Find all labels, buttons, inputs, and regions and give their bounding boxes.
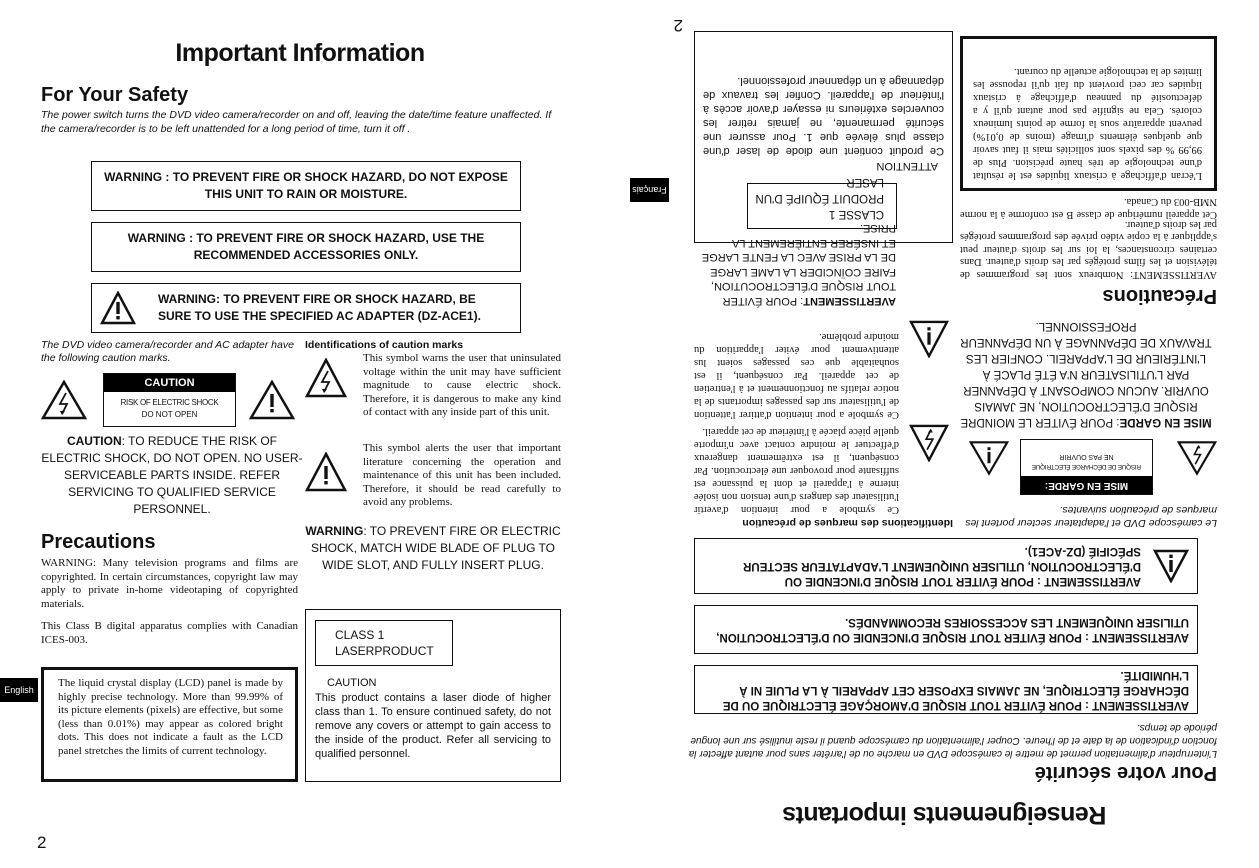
french-safety-heading: Pour votre sécurité (1034, 762, 1217, 784)
french-warning-accessories-text: AVERTISSEMENT : POUR ÉVITER TOUT RISQUE D'INCENDIE OU D'ÉLECTROCUTION, UTILISER UNIQUEMENT LES ACCESSOIRES RECOMMANDÉS. (716, 616, 1189, 644)
safety-text: The power switch turns the DVD video camera/recorder on and off, leaving the date/time feature unaffected. If the camera/recorder is to be left unattended for a long period of time, turn it off . (41, 109, 552, 135)
class1-label-line2: LASERPRODUCT (335, 644, 434, 658)
class1-label-line1: CLASS 1 (335, 628, 385, 642)
page-title: Important Information (175, 39, 425, 67)
lcd-notice-text: The liquid crystal display (LCD) panel is made by highly precise technology. More than 99.99% of its picture elements (pixels) are effective, but some (less than 0.01%) may appear as colored bright dots. This does not indicate a fault as the LCD panel stretches the limits of current technology. (58, 677, 283, 757)
plug-warning-label: WARNING (305, 524, 364, 538)
precautions-class-b-text: This Class B digital apparatus complies with Canadian ICES-003. (41, 620, 298, 646)
french-symbol-lightning-text: Ce symbole a pour intention d'avertir l'utilisateur des dangers d'une tension non isolée interne à l'appareil et dont la puissance est suffisante pour provoquer une électrocution. Par conséquent, il est extrêmement dangereux d'effectuer le moindre contact avec n'importe quelle pièce placée à l'intérieur de cet appareil. (694, 426, 899, 515)
warning-moisture-text: WARNING : TO PREVENT FIRE OR SHOCK HAZARD, DO NOT EXPOSE THIS UNIT TO RAIN OR MOISTURE. (104, 170, 508, 201)
language-tab-label: English (4, 685, 34, 695)
french-precautions-class-b-text: Cet appareil numérique de classe B est conforme à la norme NMB-003 du Canada. (960, 196, 1217, 220)
precautions-copyright-text: WARNING: Many television programs and films are copyrighted. In certain circumstances, copyright law may apply to private in-home videotaping of copyrighted materials. (41, 557, 298, 610)
page-number: 2 (37, 833, 47, 852)
lightning-symbol-icon (305, 358, 347, 398)
warning-box-moisture (91, 161, 521, 211)
french-laser-caution-text: Ce produit contient une diode de laser d'une classe plus élevée que 1. Pour assurer une sécurité permanente, ne jamais retirer les couvercles extérieurs ni essayer d'avoir accès à l'intérieur de l'appareil. Confier les travaux de dépannage à un dépanneur professionnel. (703, 75, 944, 157)
french-lightning-triangle-icon (1177, 440, 1217, 476)
symbol-lightning-text: This symbol warns the user that uninsulated voltage within the unit may have sufficient magnitude to cause electric shock. Therefore, it is dangerous to make any kind of contact with any inside part of this unit. (363, 352, 561, 418)
french-caution-label-line1: RISQUE DE DÉCHARGE ÉLECTRIQUE (1031, 463, 1142, 470)
precautions-heading: Precautions (41, 531, 156, 553)
class1-label (315, 620, 453, 666)
french-class1-label (747, 176, 897, 229)
french-class1-label-line1: CLASSE 1 (829, 208, 884, 220)
french-precautions-copyright-text: AVERTISSEMENT: Nombreux sont les programmes de télévision et les films protégés par les droits d'auteur. Dans certaines circonstances, la loi sur les droits d'auteur peut s'appliquer à la copie vidéo privée des programmes protégés par les droits d'auteur. (960, 219, 1217, 280)
caution-statement-label: CAUTION (66, 434, 122, 448)
french-warning-box-accessories (694, 605, 1198, 654)
caution-marks-intro: The DVD video camera/recorder and AC adapter have the following caution marks. (41, 339, 294, 364)
french-caution-label (1020, 439, 1153, 495)
french-warning-adapter-text: AVERTISSEMENT : POUR ÉVITER TOUT RISQUE D'INCENDIE OU D'ÉLECTROCUTION, UTILISER UNIQUEMENT L'ADAPTATEUR SECTEUR SPÉCIFIÉ (DZ-ACE1). (743, 545, 1141, 588)
lightning-triangle-icon (41, 380, 87, 420)
caution-statement-text: : TO REDUCE THE RISK OF ELECTRIC SHOCK, DO NOT OPEN. NO USER-SERVICEABLE PARTS INSIDE. REFER SERVICING TO QUALIFIED SERVICE PERSONNEL. (41, 434, 303, 516)
french-plug-warning-text: : POUR ÉVITER TOUT RISQUE D'ÉLECTROCUTION, FAIRE COÏNCIDER LA LAME LARGE DE LA PRISE AVEC LA FENTE LARGE ET INSÉRER ENTIÈREMENT LA PRISE. (701, 222, 896, 307)
french-language-tab-label: Français (632, 185, 667, 195)
laser-caution-text: This product contains a laser diode of higher class than 1. To ensure continued safety, do not remove any covers or attempt to gain access to the inside of the product. Refer all servicing to qualified personnel. (315, 692, 551, 760)
warning-triangle-icon (100, 291, 136, 325)
caution-statement (41, 433, 303, 518)
french-caution-label-title: MISE EN GARDE: (1021, 476, 1152, 494)
french-exclamation-triangle-icon (969, 440, 1009, 476)
french-caution-statement-text: : POUR ÉVITER LE MOINDRE RISQUE D'ÉLECTROCUTION, NE JAMAIS OUVRIR. AUCUN COMPOSANT À DÉPANNER PAR L'UTILISATEUR N'A ÉTÉ PLACÉ À L'INTÉRIEUR DE L'APPAREIL. CONFIER LES TRAVAUX DE DÉPANNAGE À UN DÉPANNEUR PROFESSIONNEL. (960, 320, 1212, 428)
french-lcd-notice-box (960, 36, 1217, 191)
caution-label-line2: DO NOT OPEN (141, 410, 198, 419)
french-safety-text: L'interrupteur d'alimentation permet de mettre le caméscope DVD en marche ou de l'arrêter sans pour autant affecter la fonction d'indication de la date et de l'heure. Couper l'alimentation du caméscope quand il reste inutilisé sur une longue période de temps. (688, 722, 1217, 759)
french-class1-label-line2: PRODUIT ÉQUIPÉ D'UN LASER (755, 176, 884, 204)
french-page (630, 0, 1259, 868)
language-tab (0, 678, 38, 702)
warning-box-accessories (91, 222, 521, 272)
french-warning-triangle-icon (1153, 549, 1189, 583)
french-exclamation-symbol-icon (909, 320, 949, 358)
french-warning-moisture-text: AVERTISSEMENT : POUR ÉVITER TOUT RISQUE D'AMORÇAGE ÉLECTRIQUE OU DE DÉCHARGE ÉLECTRIQUE, NE JAMAIS EXPOSER CET APPAREIL À LA PLUIE NI À L'HUMIDITÉ. (722, 669, 1189, 711)
exclamation-symbol-icon (305, 452, 347, 492)
french-caution-label-line2: NE PAS OUVRIR (1059, 453, 1114, 460)
french-caution-statement-label: MISE EN GARDE (1119, 416, 1212, 428)
exclamation-triangle-icon (249, 380, 295, 420)
french-symbol-exclamation-text: Ce symbole a pour intention d'attirer l'attention de l'utilisateur sur des passages importants de la notice relatifs au fonctionnement et à l'entretien de cet appareil. Par conséquent, il est souhaitable que ces passages soient lus attentivement pour éviter l'apparition du moindre problème. (694, 331, 899, 420)
french-laser-caution-heading: ATTENTION (876, 160, 938, 172)
french-caution-marks-intro: Le caméscope DVD et l'adaptateur secteur portent les marques de précaution suivantes. (965, 504, 1217, 529)
french-plug-warning-label: AVERTISSEMENT (803, 295, 896, 307)
lcd-notice-box (41, 667, 298, 782)
identifications-heading: Identifications of caution marks (305, 339, 464, 351)
warning-adapter-text: WARNING: TO PREVENT FIRE OR SHOCK HAZARD, BE SURE TO USE THE SPECIFIED AC ADAPTER (DZ-ACE1). (158, 292, 481, 323)
french-warning-box-moisture (694, 665, 1198, 714)
french-lcd-notice-text: L'écran d'affichage à cristaux liquides est le résultat d'une technologie de très haute précision. Plus de 99,99 % des pixels sont sollicités mais il faut savoir que quelques éléments d'image (moins de 0,01%) peuvent apparaître sous la forme de points lumineux colorés. Cela ne signifie pas pour autant qu'il y a défectuosité du panneau d'affichage à cristaux liquides car ceci provient du fait qu'il repousse les limites de la technologie actuelle du courant. (973, 66, 1202, 181)
plug-warning (305, 523, 561, 574)
french-page-title: Renseignements importants (782, 801, 1107, 829)
french-identifications-heading: Identifications des marques de précaution (742, 517, 953, 529)
laser-caution-heading: CAUTION (327, 677, 377, 689)
warning-box-adapter (91, 283, 521, 333)
warning-accessories-text: WARNING : TO PREVENT FIRE OR SHOCK HAZARD, USE THE RECOMMENDED ACCESSORIES ONLY. (127, 231, 485, 262)
symbol-exclamation-text: This symbol alerts the user that important literature concerning the operation and maintenance of this unit has been included. Therefore, it should be read carefully to avoid any problems. (363, 442, 561, 508)
caution-label-title: CAUTION (104, 374, 235, 392)
caution-label (103, 373, 236, 427)
french-language-tab (630, 178, 669, 202)
english-page (0, 0, 620, 868)
french-lightning-symbol-icon (909, 424, 949, 462)
french-caution-statement (955, 318, 1217, 430)
french-precautions-heading: Précautions (1102, 285, 1217, 307)
plug-warning-text: : TO PREVENT FIRE OR ELECTRIC SHOCK, MATCH WIDE BLADE OF PLUG TO WIDE SLOT, AND FULLY INSERT PLUG. (310, 524, 561, 572)
french-page-number: 2 (673, 16, 683, 35)
french-warning-box-adapter (694, 538, 1198, 594)
caution-label-line1: RISK OF ELECTRIC SHOCK (120, 398, 219, 407)
safety-heading: For Your Safety (41, 84, 189, 106)
french-laser-notice-box (694, 31, 953, 243)
laser-notice-box (305, 609, 561, 782)
